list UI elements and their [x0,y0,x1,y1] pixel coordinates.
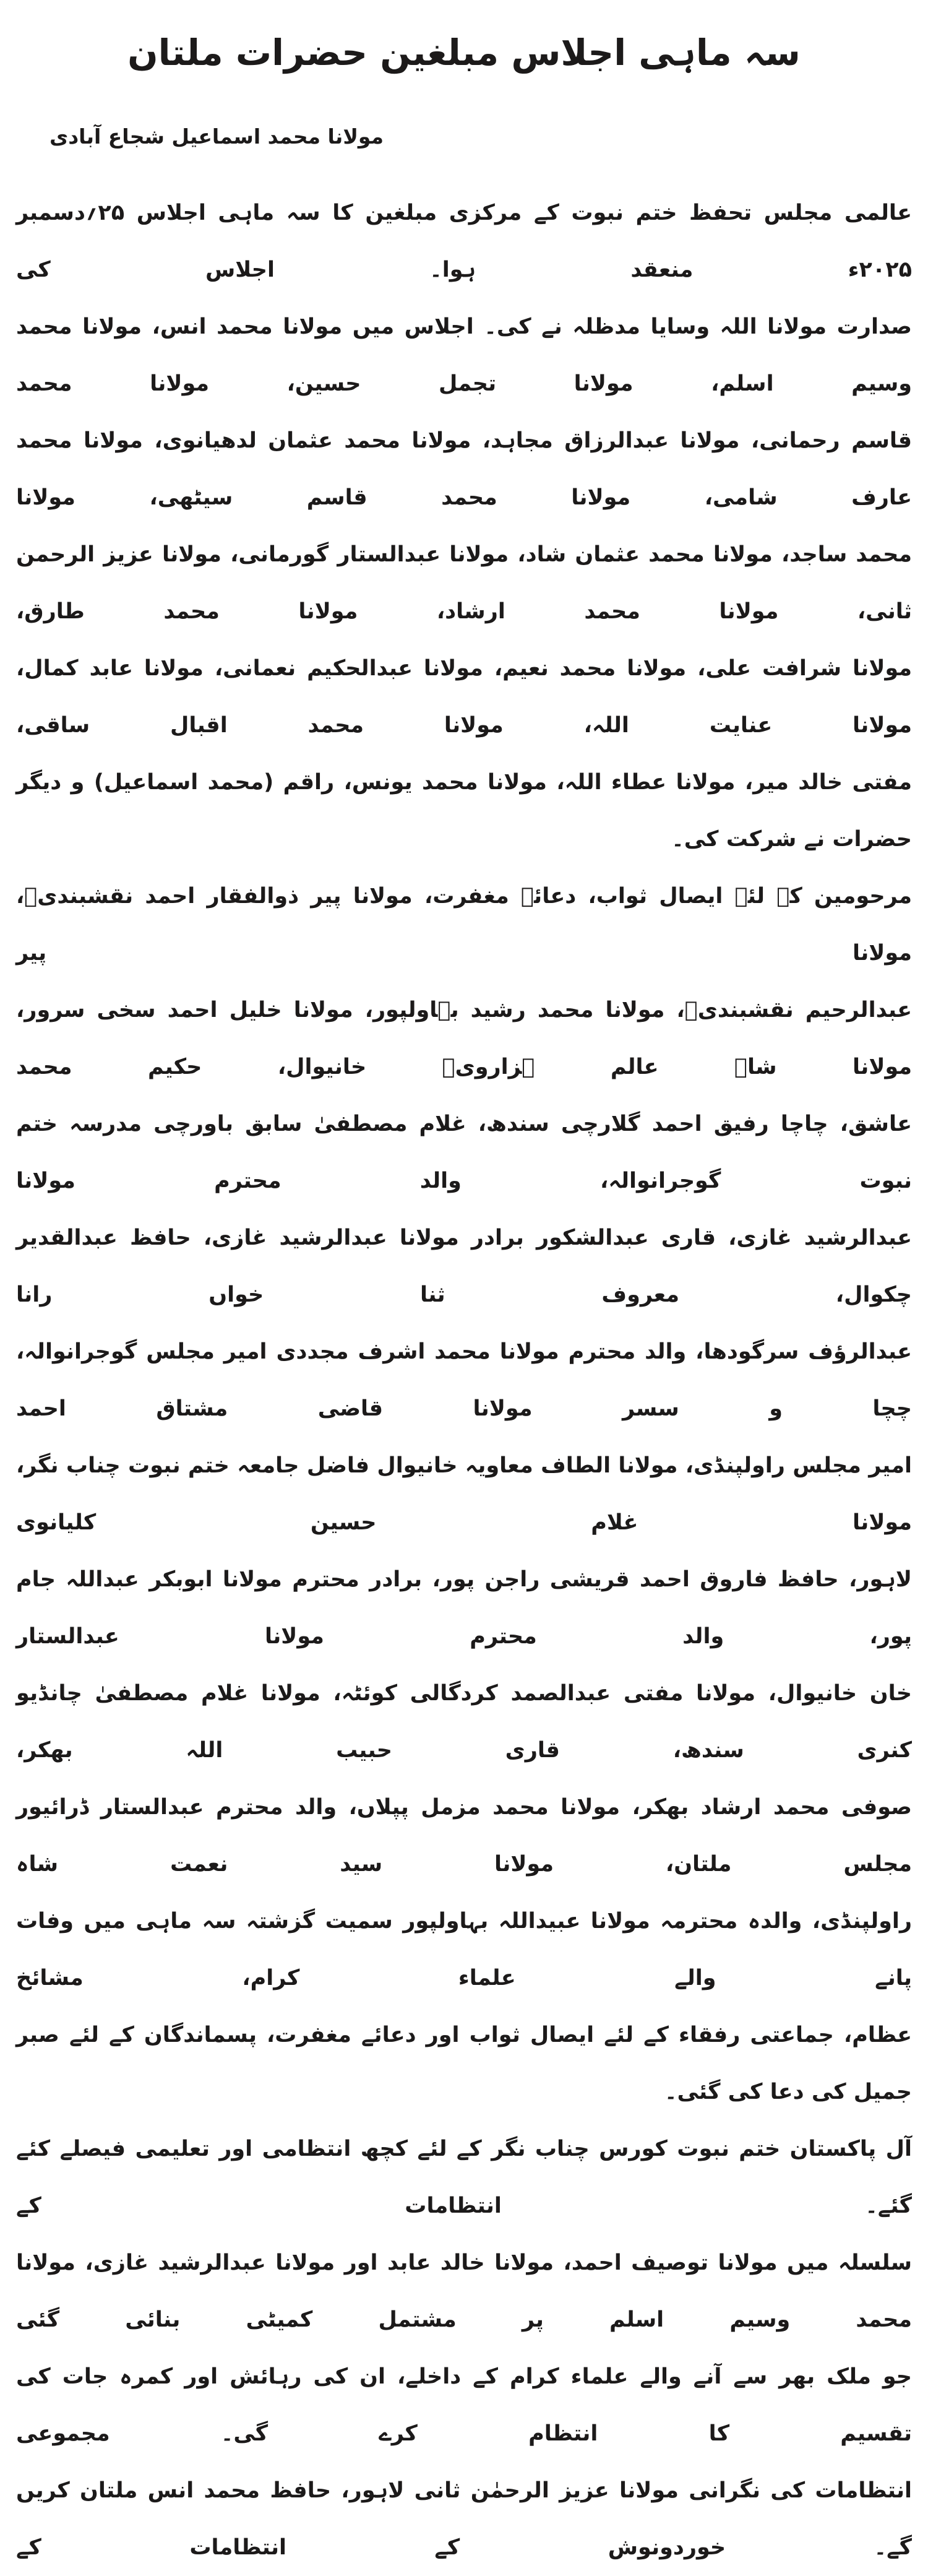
text-line: لاہور، حافظ فاروق احمد قریشی راجن پور، برادر محترم مولانا ابوبکر عبداللہ جام پور، والد محترم مولانا عبدالستار [16,1567,912,1649]
text-line: عاشق، چاچا رفیق احمد گلارچی سندھ، غلام مصطفیٰ سابق باورچی مدرسہ ختم نبوت گوجرانوالہ، والد محترم مولانا [16,1112,912,1194]
text-line: راولپنڈی، والدہ محترمہ مولانا عبیداللہ بہاولپور سمیت گزشتہ سہ ماہی میں وفات پانے والے علماء کرام، مشائخ [16,1909,912,1991]
text-line: صوفی محمد ارشاد بھکر، مولانا محمد مزمل پپلاں، والد محترم عبدالستار ڈرائیور مجلس ملتان، مولانا سید نعمت شاہ [16,1795,912,1877]
text-line: مولانا شرافت علی، مولانا محمد نعیم، مولانا عبدالحکیم نعمانی، مولانا عابد کمال، مولانا عنایت اللہ، مولانا محمد اقبال ساقی، [16,656,912,738]
text-line: عبدالرحیم نقشبندیؒ، مولانا محمد رشید بہاولپور، مولانا خلیل احمد سخی سرور، مولانا شاہ عالم ہزارویؒ خانیوال، حکیم محمد [16,998,912,1080]
text-line: عبدالرشید غازی، قاری عبدالشکور برادر مولانا عبدالرشید غازی، حافظ عبدالقدیر چکوال، معروف ثنا خواں رانا [16,1225,912,1308]
text-line: مرحومین کے لئے ایصال ثواب، دعائے مغفرت، مولانا پیر ذوالفقار احمد نقشبندیؒ، مولانا پیر [16,884,912,966]
text-line: سلسلہ میں مولانا توصیف احمد، مولانا خالد عابد اور مولانا عبدالرشید غازی، مولانا محمد وسیم اسلم پر مشتمل کمیٹی بنائی گئی [16,2250,912,2333]
text-line: عبدالرؤف سرگودھا، والد محترم مولانا محمد اشرف مجددی امیر مجلس گوجرانوالہ، چچا و سسر مولانا قاضی مشتاق احمد [16,1339,912,1422]
author-byline: مولانا محمد اسماعیل شجاع آبادی [49,124,384,149]
text-line: عالمی مجلس تحفظ ختم نبوت کے مرکزی مبلغین کا سہ ماہی اجلاس ۲۵؍دسمبر ۲۰۲۵ء منعقد ہوا۔ اجلاس کی [16,201,912,283]
text-line: انتظامات کی نگرانی مولانا عزیز الرحمٰن ثانی لاہور، حافظ محمد انس ملتان کریں گے۔ خوردونوش کے انتظامات کے [16,2478,912,2561]
text-line: صدارت مولانا اللہ وسایا مدظلہ نے کی۔ اجلاس میں مولانا محمد انس، مولانا محمد وسیم اسلم، مولانا تجمل حسین، مولانا محمد [16,314,912,397]
text-line: محمد ساجد، مولانا محمد عثمان شاد، مولانا عبدالستار گورمانی، مولانا عزیز الرحمن ثانی، مولانا محمد ارشاد، مولانا محمد طارق، [16,542,912,625]
article-body [0,149,928,2576]
text-line: امیر مجلس راولپنڈی، مولانا الطاف معاویہ خانیوال فاضل جامعہ ختم نبوت چناب نگر، مولانا غلام حسین کلیانوی [16,1453,912,1536]
paragraph [16,2120,912,2576]
text-line: جو ملک بھر سے آنے والے علماء کرام کے داخلے، ان کی رہائش اور کمرہ جات کی تقسیم کا انتظام کرے گی۔ مجموعی [16,2364,912,2447]
text-line: مفتی خالد میر، مولانا عطاء اللہ، مولانا محمد یونس، راقم (محمد اسماعیل) و دیگر حضرات نے شرکت کی۔ [16,770,912,852]
article-title: سہ ماہی اجلاس مبلغین حضرات ملتان [127,32,801,74]
text-line: خان خانیوال، مولانا مفتی عبدالصمد کردگالی کوئٹہ، مولانا غلام مصطفیٰ چانڈیو کنری سندھ، قاری حبیب اللہ بھکر، [16,1681,912,1763]
text-line: قاسم رحمانی، مولانا عبدالرزاق مجاہد، مولانا محمد عثمان لدھیانوی، مولانا محمد عارف شامی، مولانا محمد قاسم سیٹھی، مولانا [16,428,912,511]
paragraph [16,868,912,2120]
paragraph [16,184,912,868]
text-line: آل پاکستان ختم نبوت کورس چناب نگر کے لئے کچھ انتظامی اور تعلیمی فیصلے کئے گئے۔ انتظامات کے [16,2137,912,2219]
text-line: عظام، جماعتی رفقاء کے لئے ایصال ثواب اور دعائے مغفرت، پسماندگان کے لئے صبر جمیل کی دعا کی گئی۔ [16,2023,912,2105]
